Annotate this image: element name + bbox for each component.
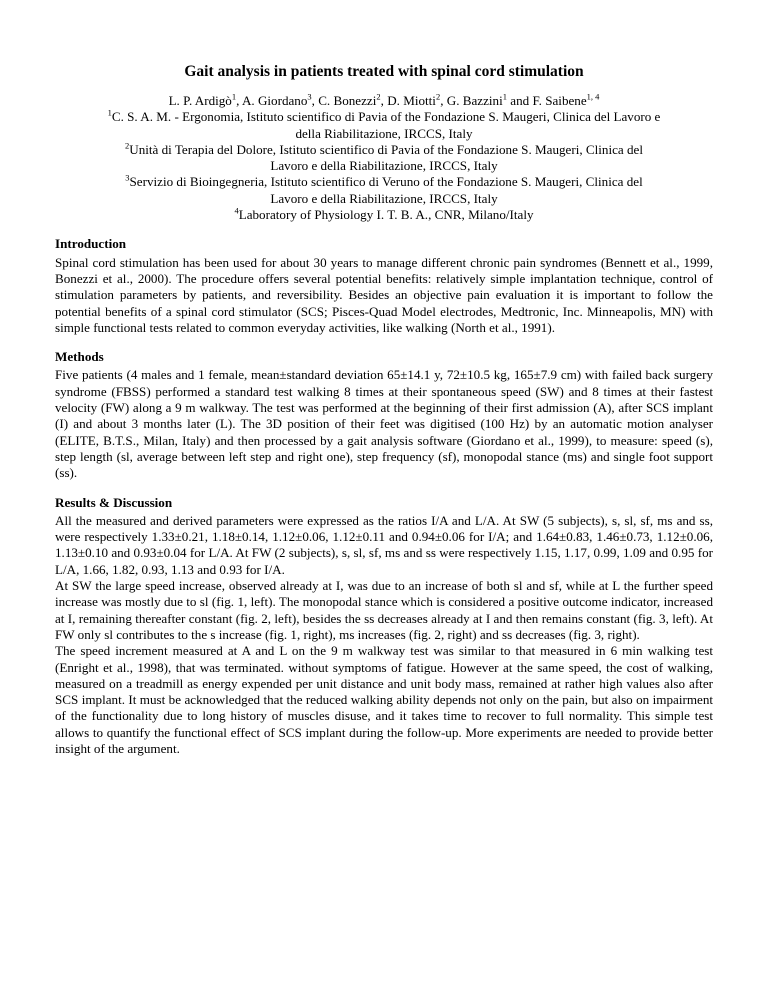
affiliation-list	[55, 109, 713, 223]
paper-body	[55, 236, 713, 757]
author-affiliation-marker: 2	[435, 91, 441, 102]
affiliation-marker: 3	[125, 173, 130, 184]
author-affiliation-marker: 1	[502, 91, 507, 102]
author-name: D. Miotti	[387, 93, 436, 108]
author-name: G. Bazzini	[446, 93, 503, 108]
author-name: C. Bonezzi	[318, 93, 377, 108]
affiliation-marker: 1	[107, 107, 112, 118]
author-affiliation-marker: 3	[307, 91, 312, 102]
author-affiliation-marker: 1, 4	[586, 91, 600, 102]
author-affiliation-marker: 1	[231, 91, 237, 102]
body-paragraph: All the measured and derived parameters were expressed as the ratios I/A and L/A. At SW (5 subjects), s, sl, sf, ms and ss, were respectively 1.33±0.21, 1.18±0.14, 1.12±0.06, 1.12±0.11 and 0.94±0.06 for I/A; and 1.64±0.83, 1.46±0.73, 1.12±0.06, 1.13±0.10 and 0.93±0.04 for L/A. At FW (2 subjects), s, sl, sf, ms and ss were respectively 1.15, 1.17, 0.99, 1.09 and 0.95 for L/A, 1.66, 1.82, 0.93, 1.13 and 0.93 for I/A.	[55, 512, 713, 577]
affiliation-line: $^1$C. S. A. M. - Ergonomia, Istituto scientifico di Pavia of the Fondazione S. Maugeri, Clinica del Lavoro e	[107, 107, 661, 125]
body-paragraph: Spinal cord stimulation has been used for about 30 years to manage different chronic pain syndromes (Bennett et al., 1999, Bonezzi et al., 2000). The procedure offers several potential benefits: relatively simple implantation technique, control of stimulation parameters by patients, and reversibility. Besides an objective pain evaluation it is important to follow the potential benefits of a spinal cord stimulator (SCS; Pisces-Quad Model electrodes, Medtronic, Inc. Minneapolis, MN) with simple functional tests related to common everyday activities, like walking (North et al., 1991).	[55, 254, 713, 335]
affiliation-line: $^3$Servizio di Bioingegneria, Istituto scientifico di Veruno of the Fondazione S. Maugeri, Clinica del	[125, 173, 643, 190]
paper-page	[55, 62, 713, 757]
author-name: F. Saibene	[532, 93, 587, 108]
affiliation-line: Lavoro e della Riabilitazione, IRCCS, Italy	[270, 158, 498, 174]
affiliation-line: $^4$Laboratory of Physiology I. T. B. A., CNR, Milano/Italy	[234, 205, 534, 223]
section-heading: Results & Discussion	[55, 494, 173, 510]
body-paragraph: At SW the large speed increase, observed already at I, was due to an increase of both sl and sf, while at L the further speed increase was mostly due to sl (fig. 1, left). The monopodal stance which is considered a positive outcome indicator, increased at I, remaining thereafter constant (fig. 2, left), besides the ss decreases already at I and then remains constant (fig. 3, left). At FW only sl contributes to the s increase (fig. 1, right), ms increases (fig. 2, right) and ss decreases (fig. 3, right).	[55, 578, 713, 642]
author-block	[55, 93, 713, 223]
body-paragraph: Five patients (4 males and 1 female, mean±standard deviation 65±14.1 y, 72±10.5 kg, 165±7.9 cm) with failed back surgery syndrome (FBSS) performed a standard test walking 8 times at their spontaneous speed (SW) and 8 times at their fastest velocity (FW) along a 9 m walkway. The test was performed at the beginning of their first admission (A), after SCS implant (I) and about 3 months later (L). The 3D position of their feet was digitised (100 Hz) by an automatic motion analyser (ELITE, B.T.S., Milan, Italy) and then processed by a gait analysis software (Giordano et al., 1999), to measure: speed (s), step length (sl, average between left step and right one), step frequency (sf), monopodal stance (ms) and single foot support (ss).	[55, 367, 713, 481]
affiliation-marker: 4	[234, 205, 239, 216]
section-heading: Introduction	[55, 236, 127, 252]
affiliation-line: della Riabilitazione, IRCCS, Italy	[295, 125, 473, 141]
paper-title: Gait analysis in patients treated with spinal cord stimulation	[184, 63, 584, 80]
affiliation-line: Lavoro e della Riabilitazione, IRCCS, Italy	[270, 190, 498, 206]
author-name: A. Giordano	[241, 93, 308, 108]
affiliation-marker: 2	[125, 140, 130, 151]
affiliation-line: $^2$Unità di Terapia del Dolore, Istituto scientifico di Pavia of the Fondazione S. Maugeri, Clinica del	[125, 140, 643, 157]
author-affiliation-marker: 2	[376, 91, 381, 102]
body-paragraph: The speed increment measured at A and L on the 9 m walkway test was similar to that measured in 6 min walking test (Enright et al., 1998), that was terminated. without symptoms of fatigue. However at the same speed, the cost of walking, measured on a treadmill as energy expended per unit distance and unit body mass, remained at rather high values also after SCS implant. It must be acknowledged that the reduced walking ability depends not only on the pain, but also on impairment of the functionality due to long history of muscles disuse, and it takes time to recover to full normality. This simple test allows to quantify the functional effect of SCS implant during the follow-up. More experiments are needed to provide better insight of the argument.	[55, 643, 713, 756]
section-heading: Methods	[55, 349, 104, 365]
author-list: L. P. Ardigò$^1$, A. Giordano$^3$, C. Bonezzi$^2$, D. Miotti$^2$, G. Bazzini$^1$ and F. Saibene$^{1, 4}$	[168, 91, 600, 108]
author-name: L. P. Ardigò	[168, 93, 232, 108]
